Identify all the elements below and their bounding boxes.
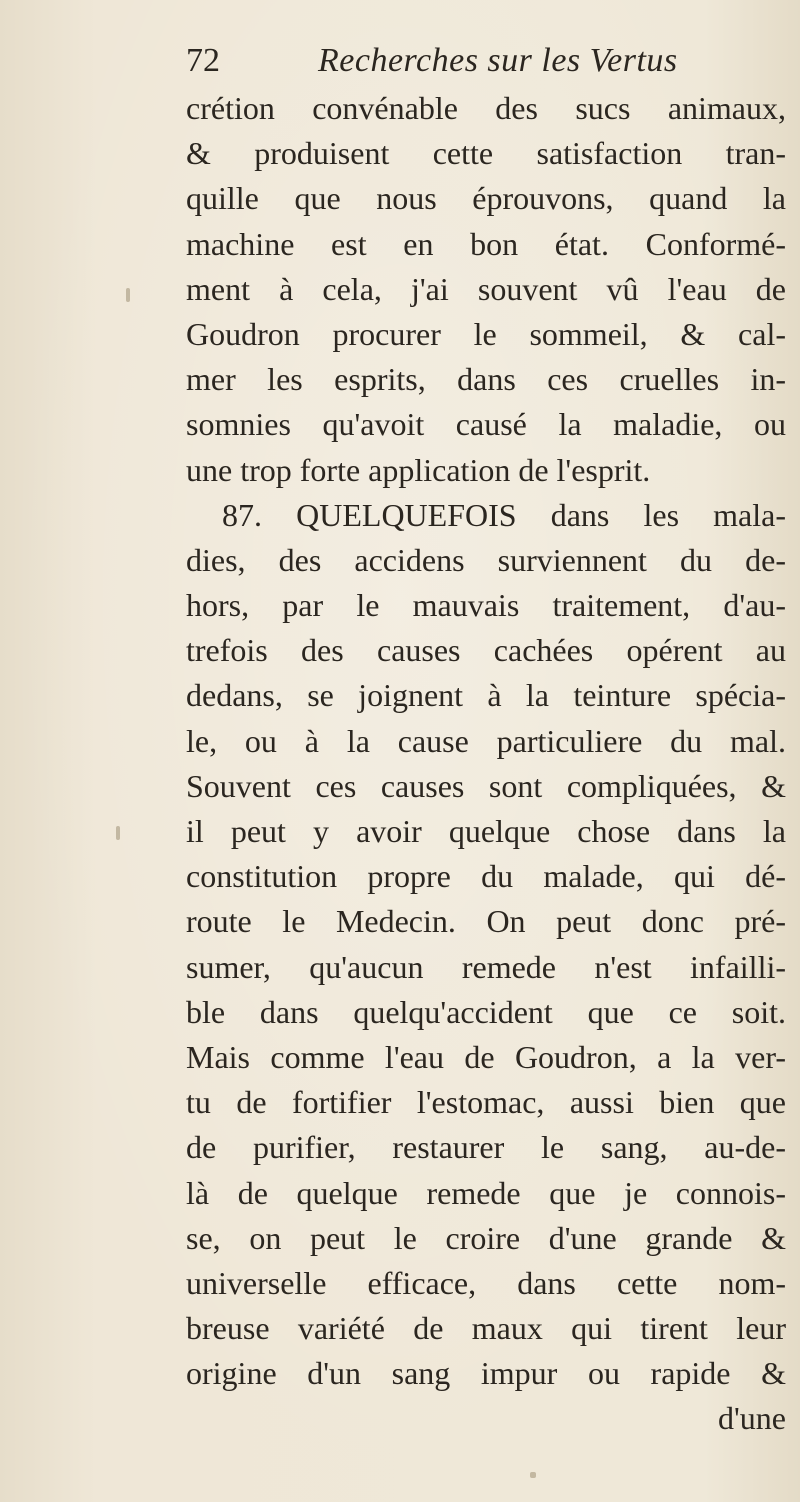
text-line: une trop forte application de l'esprit. [186,451,651,488]
text-line: ble dans quelqu'accident que ce soit. [186,993,786,1030]
text-line: Mais comme l'eau de Goudron, a la ver- [186,1038,786,1075]
text-line: quille que nous éprouvons, quand la [186,180,786,217]
text-line: là de quelque remede que je connois- [186,1174,786,1211]
body-text [186,86,786,1442]
text-line: mer les esprits, dans ces cruelles in- [186,361,786,398]
text-line: hors, par le mauvais traitement, d'au- [186,587,786,624]
running-head: Recherches sur les Vertus [318,42,678,79]
text-line: origine d'un sang impur ou rapide & [186,1355,786,1392]
page-header [186,42,726,88]
paragraph-start-line: 87. QUELQUEFOIS dans les mala- [222,496,786,533]
text-line: somnies qu'avoit causé la maladie, ou [186,406,786,443]
text-line: il peut y avoir quelque chose dans la [186,813,786,849]
text-line: trefois des causes cachées opérent au [186,632,786,669]
margin-speck [126,288,130,302]
margin-speck [530,1472,536,1478]
text-line: se, on peut le croire d'une grande & [186,1219,786,1256]
text-line: tu de fortifier l'estomac, aussi bien que [186,1084,786,1121]
text-line: universelle efficace, dans cette nom- [186,1264,786,1301]
page-number: 72 [186,42,220,79]
text-line: crétion convénable des sucs animaux, [186,90,786,126]
text-line: route le Medecin. On peut donc pré- [186,903,786,940]
text-line: sumer, qu'aucun remede n'est infailli- [186,948,786,985]
text-line: Souvent ces causes sont compliquées, & [186,767,786,804]
margin-speck [116,826,120,840]
text-line: constitution propre du malade, qui dé- [186,858,786,895]
catchword: d'une [718,1400,786,1437]
text-line: de purifier, restaurer le sang, au-de- [186,1129,786,1166]
text-line: dedans, se joignent à la teinture spécia- [186,677,786,714]
text-line: dies, des accidens surviennent du de- [186,541,786,578]
text-line: Goudron procurer le sommeil, & cal- [186,315,786,352]
text-line: machine est en bon état. Conformé- [186,225,786,262]
text-line: & produisent cette satisfaction tran- [186,135,786,172]
text-line: ment à cela, j'ai souvent vû l'eau de [186,270,786,307]
text-line: le, ou à la cause particuliere du mal. [186,722,786,759]
text-line: breuse variété de maux qui tirent leur [186,1310,786,1347]
